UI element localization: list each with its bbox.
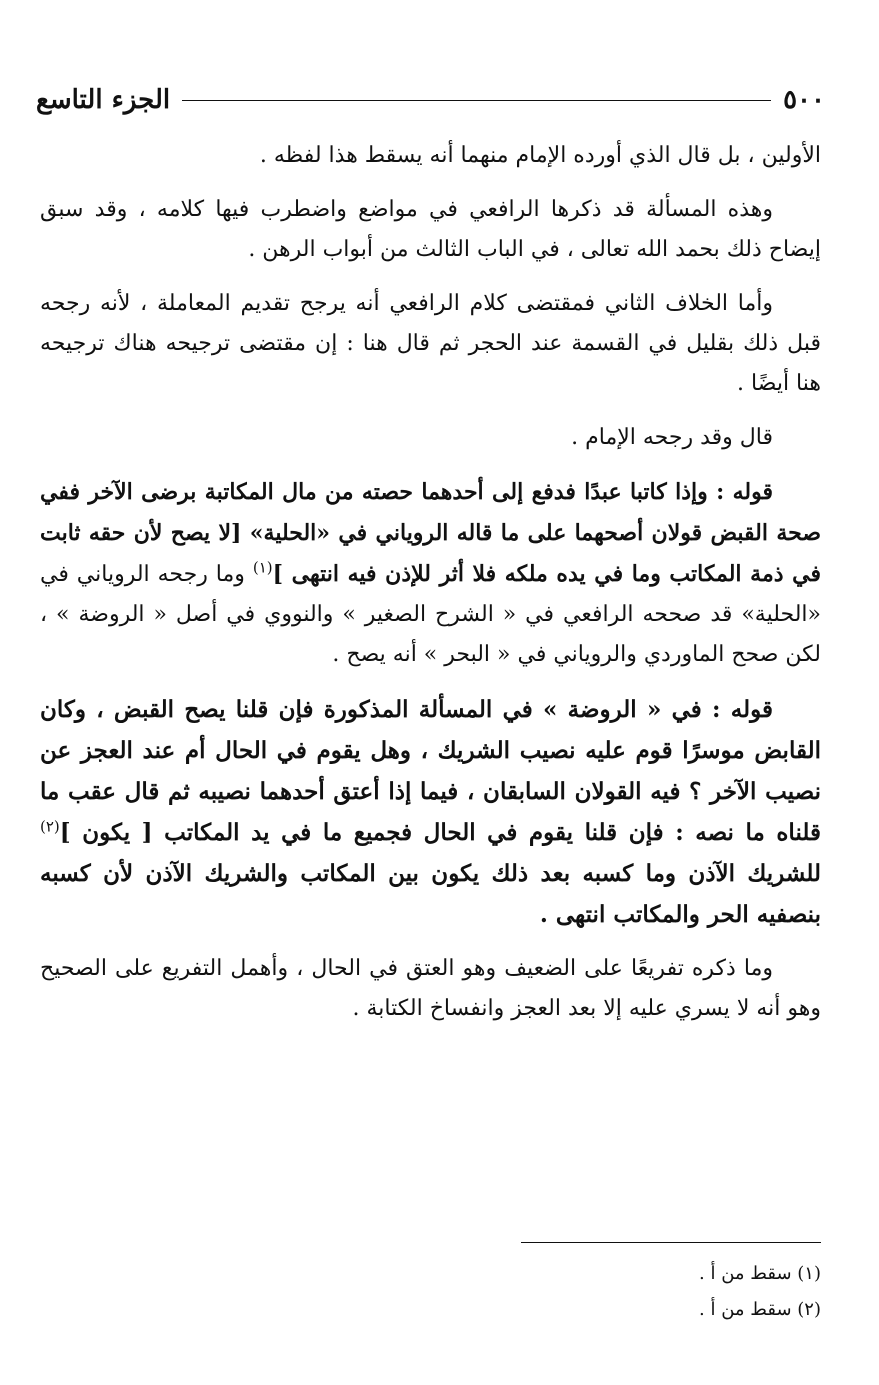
main-text xyxy=(40,136,821,1043)
paragraph-text: وأما الخلاف الثاني فمقتضى كلام الرافعي أنه يرجح تقديم المعاملة ، لأنه رجحه قبل ذلك بقليل في القسمة عند الحجر ثم قال هنا : إن مقتضى ترجيحه هناك ترجيحه هنا أيضًا . xyxy=(40,291,821,396)
paragraph-4 xyxy=(40,418,821,458)
footnote-divider xyxy=(521,1242,821,1243)
footnote-1: (١) سقط من أ . xyxy=(699,1263,821,1284)
paragraph-2 xyxy=(40,190,821,270)
paragraph-text: قال وقد رجحه الإمام . xyxy=(571,425,773,450)
paragraph-text: وما ذكره تفريعًا على الضعيف وهو العتق في الحال ، وأهمل التفريع على الصحيح وهو أنه لا يسري عليه إلا بعد العجز وانفساخ الكتابة . xyxy=(40,956,821,1021)
footnotes xyxy=(40,1256,821,1328)
paragraph-text: وهذه المسألة قد ذكرها الرافعي في مواضع واضطرب فيها كلامه ، وقد سبق إيضاح ذلك بحمد الله تعالى ، في الباب الثالث من أبواب الرهن . xyxy=(40,197,821,262)
paragraph-5 xyxy=(40,472,821,675)
paragraph-1 xyxy=(40,136,821,176)
paragraph-text: وما رجحه الروياني في «الحلية» قد صححه الرافعي في « الشرح الصغير » والنووي في أصل « الروضة » ، لكن صحح الماوردي والروياني في « البحر » أنه يصح . xyxy=(40,562,821,667)
paragraph-3 xyxy=(40,284,821,404)
header-rule xyxy=(182,100,771,101)
quoted-statement: قوله : في « الروضة » في المسألة المذكورة فإن قلنا يصح القبض ، وكان القابض موسرًا قوم عليه نصيب الشريك ، وهل يقوم في الحال أم عند العجز عن نصيب الآخر ؟ فيه القولان السابقان ، فيما إذا أعتق أحدهما نصيبه ثم قال عقب ما قلناه ما نصه : فإن قلنا يقوم في الحال فجميع ما في يد المكاتب [ يكون ] xyxy=(40,696,821,846)
footnote-marker-2: (٢) xyxy=(40,817,60,836)
paragraph-7 xyxy=(40,949,821,1029)
paragraph-6 xyxy=(40,689,821,935)
running-title: الجزء التاسع xyxy=(36,85,171,115)
footnote-2: (٢) سقط من أ . xyxy=(699,1299,821,1320)
paragraph-text: الأولين ، بل قال الذي أورده الإمام منهما أنه يسقط هذا لفظه . xyxy=(259,143,821,168)
page-header xyxy=(36,80,825,120)
quoted-statement-continued: للشريك الآذن وما كسبه بعد ذلك يكون بين المكاتب والشريك الآذن لأن كسبه بنصفيه الحر والمكاتب انتهى . xyxy=(40,860,821,928)
quoted-statement: قوله : وإذا كاتبا عبدًا فدفع إلى أحدهما حصته من مال المكاتبة برضى الآخر ففي صحة القبض قولان أصحهما على ما قاله الروياني في «الحلية» [لا يصح لأن حقه ثابت في ذمة المكاتب وما في يده ملكه فلا أثر للإذن فيه انتهى ] xyxy=(40,479,821,587)
footnote-marker-1: (١) xyxy=(252,558,273,577)
page-number: ٥٠٠ xyxy=(783,85,825,115)
